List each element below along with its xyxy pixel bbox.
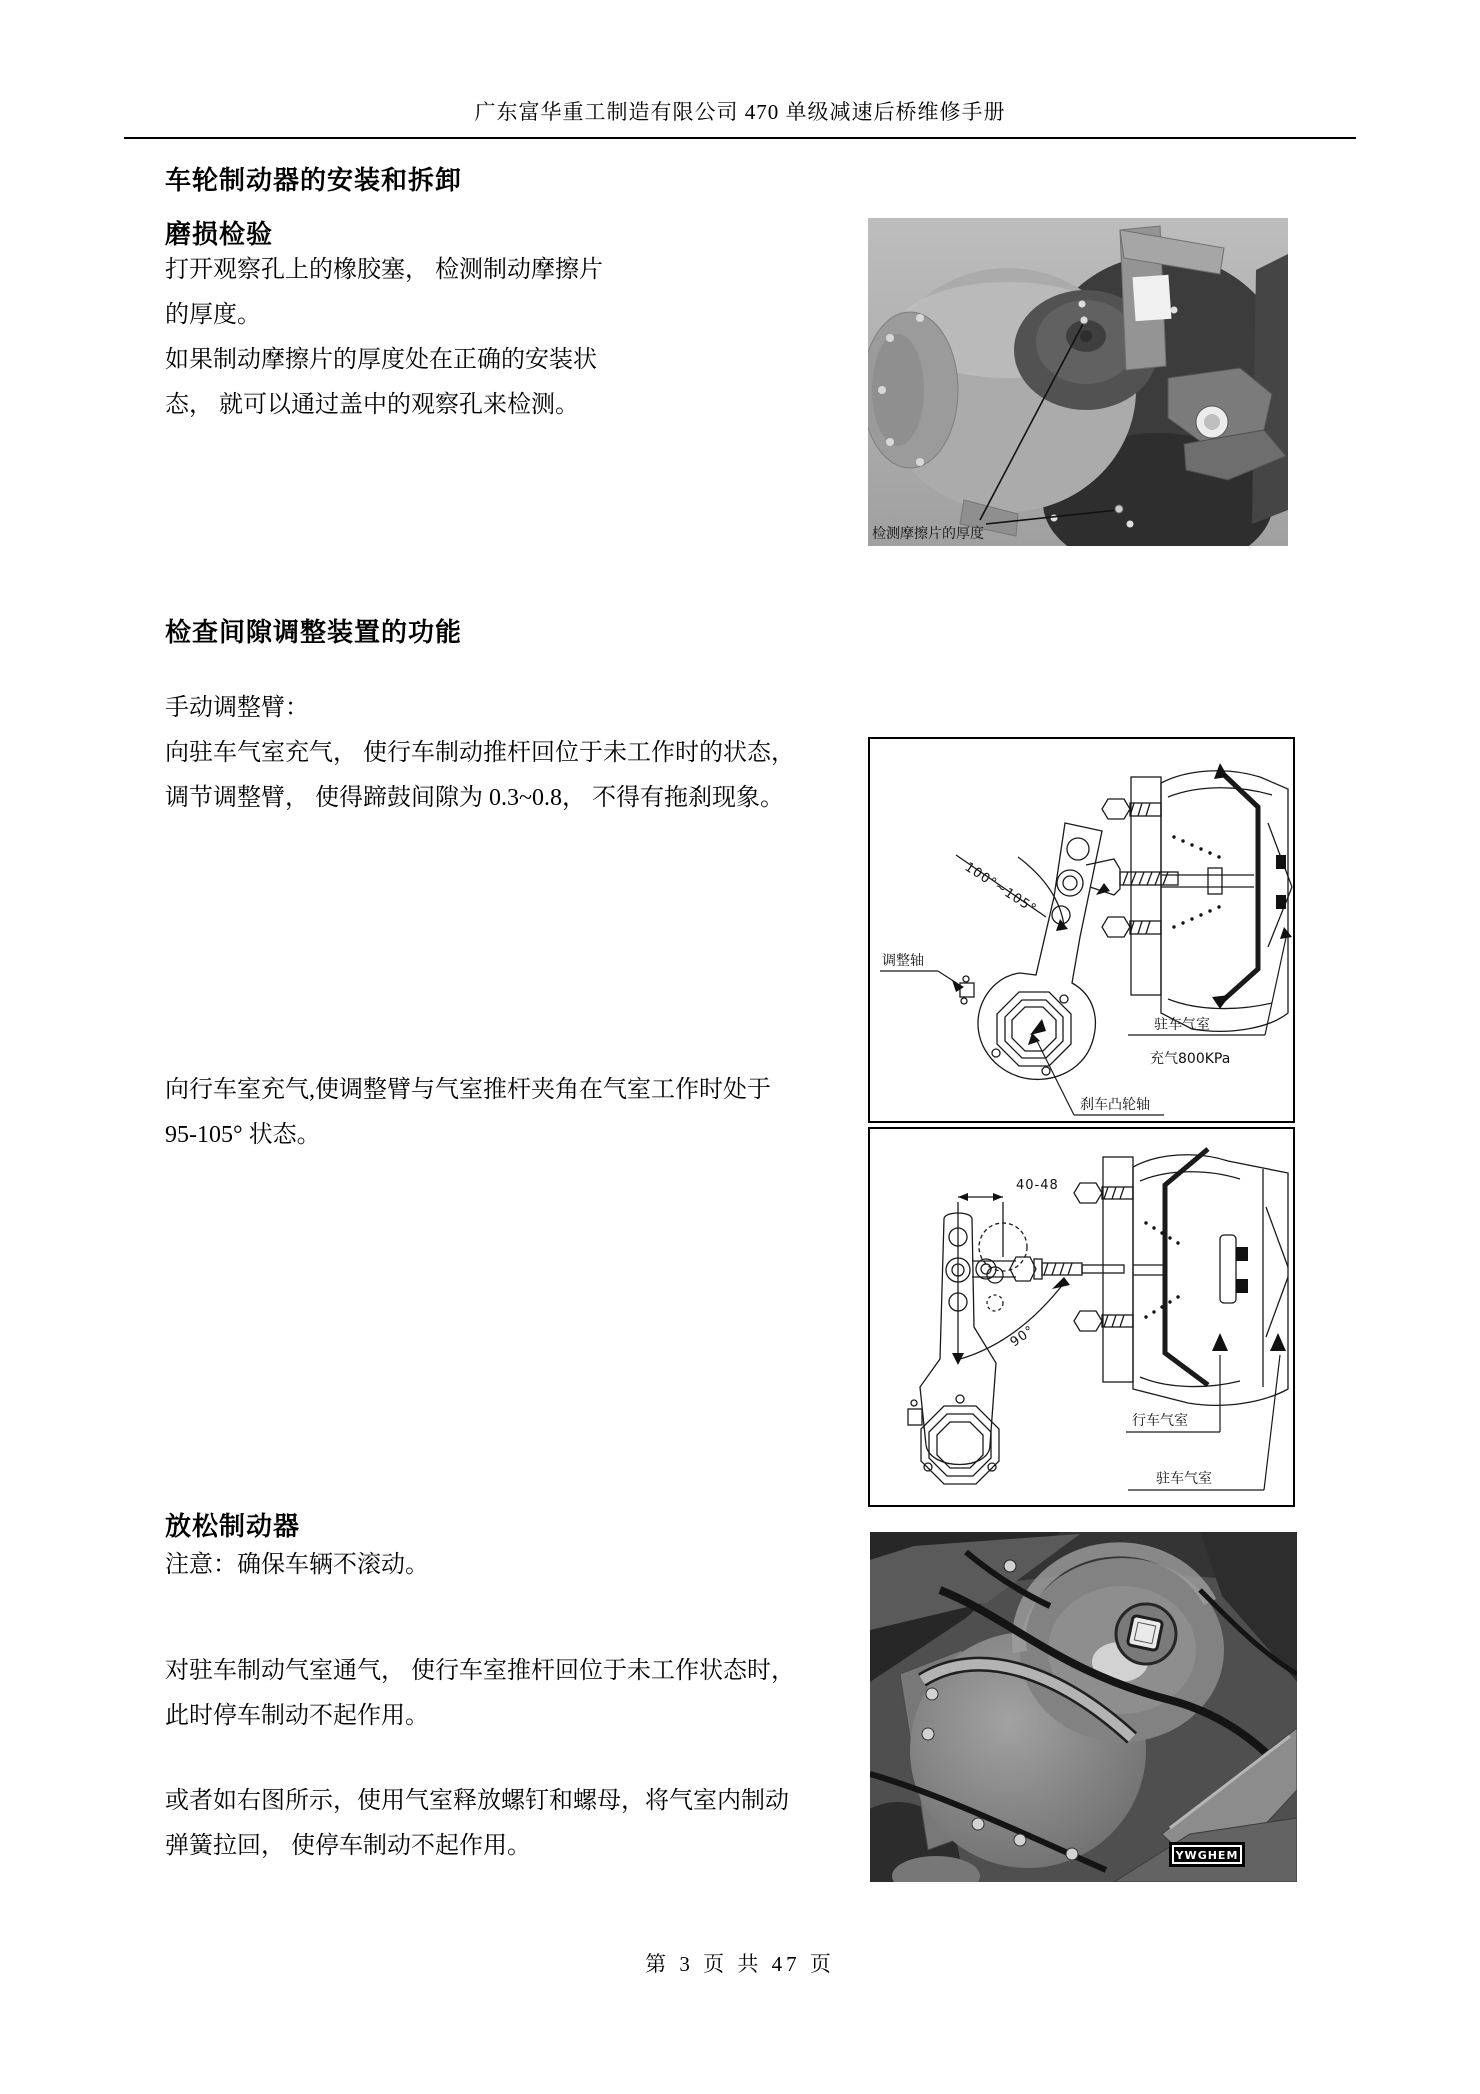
paragraph-line: 此时停车制动不起作用。 [165,1703,429,1729]
figure-label-wear: 检测摩擦片的厚度 [872,526,984,542]
figure-adjuster-service-diagram [868,1127,1295,1507]
parking-chamber-label: 驻车气室 [1154,1017,1210,1033]
section-title-wheel-brake: 车轮制动器的安装和拆卸 [165,166,463,196]
paragraph-line: 调节调整臂， 使得蹄鼓间隙为 0.3~0.8， 不得有拖刹现象。 [165,785,784,811]
release-photo-rendering [870,1532,1297,1882]
watermark-badge [1169,1842,1245,1867]
figure-wear-inspection-photo [868,218,1288,546]
inflate-pressure-label: 充气800KPa [1150,1051,1231,1067]
paragraph-line: 手动调整臂： [165,695,309,721]
section-title-release-brake: 放松制动器 [165,1512,301,1542]
figure-release-photo [870,1532,1297,1882]
paragraph-line: 或者如右图所示，使用气室释放螺钉和螺母，将气室内制动 [165,1788,789,1814]
rod-dimension-label: 40-48 [1016,1178,1059,1193]
paragraph-line: 打开观察孔上的橡胶塞， 检测制动摩擦片 [165,257,603,283]
adjuster-parking-drawing [868,737,1295,1123]
angle-90-label: 90° [1007,1323,1038,1351]
adjust-shaft-label: 调整轴 [882,953,924,969]
brake-cam-shaft-label: 刹车凸轮轴 [1080,1097,1150,1113]
page-header-title: 广东富华重工制造有限公司 470 单级减速后桥维修手册 [474,100,1006,124]
section-subtitle-wear-check: 磨损检验 [165,220,274,250]
section-title-clearance: 检查间隙调整装置的功能 [165,618,463,648]
watermark-text: YWGHEM [1175,1849,1239,1862]
parking-chamber-label: 驻车气室 [1156,1471,1212,1487]
note-line: 注意：确保车辆不滚动。 [165,1552,429,1578]
figure-adjuster-parking-diagram [868,737,1295,1123]
paragraph-line: 向驻车气室充气， 使行车制动推杆回位于未工作时的状态， [165,740,795,766]
header-rule [124,137,1356,139]
paragraph-line: 对驻车制动气室通气， 使行车室推杆回位于未工作状态时， [165,1658,795,1684]
angle-dimension-label: 100°~105° [961,859,1040,918]
paragraph-line: 的厚度。 [165,302,261,328]
paragraph-line: 向行车室充气,使调整臂与气室推杆夹角在气室工作时处于 [165,1077,771,1103]
adjuster-service-drawing [868,1127,1295,1507]
paragraph-line: 95-105° 状态。 [165,1122,321,1148]
paragraph-line: 态， 就可以通过盖中的观察孔来检测。 [165,392,579,418]
paragraph-line: 如果制动摩擦片的厚度处在正确的安装状 [165,347,597,373]
paragraph-line: 弹簧拉回， 使停车制动不起作用。 [165,1833,531,1859]
wear-photo-rendering [868,218,1288,546]
page-number: 第 3 页 共 47 页 [645,1952,835,1976]
service-chamber-label: 行车气室 [1132,1413,1188,1429]
